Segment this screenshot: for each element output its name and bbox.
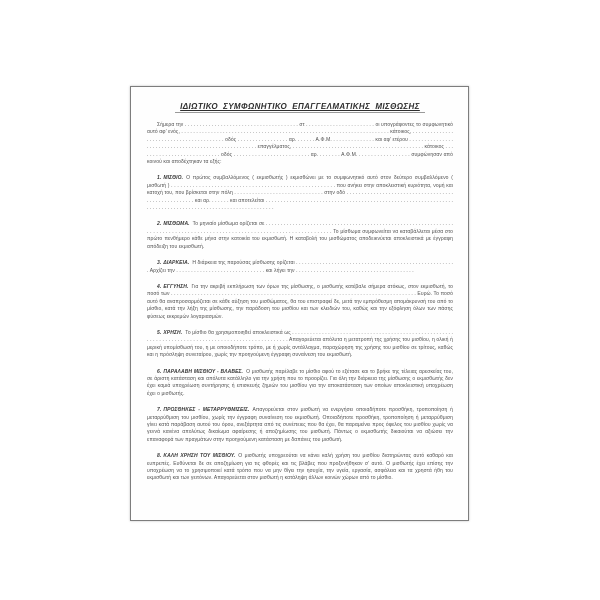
section-heading: ΜΙΣΘΙΟ. [163, 175, 184, 182]
section-text: Η διάρκεια της παρούσας μίσθωσης ορίζεται . . . . . . . . . . . . . . . . . . . . . . . . . . . . . . . . . . . . . . . . . . . . . . . . . . . . . . Αρχίζει την . . . . . . . . . . . . . . . . . . . . . . . . . . . . . . και λήγει την . . . . . . . . . . . . . . . . . . . . . . . . . . . . . . . . . . . . . . . . [147, 260, 453, 274]
section-3-diarkeia [147, 260, 453, 275]
section-4-eggyisi [147, 284, 453, 321]
section-heading: ΔΙΑΡΚΕΙΑ. [163, 260, 190, 267]
section-text: Το μηνιαίο μίσθωμα ορίζεται σε . . . . . . . . . . . . . . . . . . . . . . . . . . . . . . . . . . . . . . . . . . . . . . . . . . . . . . . . . . . . . . . . . . . . . . . . . . . . . . . . . . . . . . . . . . . . . . . . . . . . . . . . . . . . . . . . . . . . . . . . . . Το μίσθωμα συμφωνείται να καταβάλλεται μέσα στο πρώτο πενθήμερο κάθε μήνα στην κατοικία του εκμισθωτή. Η καταβολή του μισθώματος αποδεικνύεται αποκλειστικά με έγγραφη απόδειξη του εκμισθωτή. [147, 221, 453, 250]
section-8-kali-chrisi [147, 453, 453, 483]
section-number: 8. [157, 453, 162, 460]
section-number: 6. [157, 368, 162, 375]
document-page [130, 86, 469, 521]
document-title: ΙΔΙΩΤΙΚΟ ΣΥΜΦΩΝΗΤΙΚΟ ΕΠΑΓΓΕΛΜΑΤΙΚΗΣ ΜΙΣΘΩΣΗΣ [175, 102, 426, 113]
section-number: 1. [157, 175, 162, 182]
section-heading: ΧΡΗΣΗ. [163, 329, 183, 336]
section-text: Ο μισθωτής παρέλαβε το μίσθιο αφού το εξέτασε και το βρήκε της τέλειας αρεσκείας του, σε άριστη κατάσταση και απόλυτα κατάλληλο για την χρήση που το προορίζει. Για όλη την διάρκεια της μίσθωσης ο εκμισθωτής δεν έχει καμιά υποχρέωση συντήρησης ή επισκευής ζημιών του μισθίου για την αποκατάσταση των οποίων αποκλειστική υποχρέωση έχει ο μισθωτής. [147, 368, 453, 397]
section-1-misthio [147, 175, 453, 212]
section-heading: ΕΓΓΥΗΣΗ. [163, 283, 189, 290]
section-number: 7. [157, 407, 162, 414]
section-number: 4. [157, 283, 162, 290]
section-7-prosthikes [147, 407, 453, 444]
section-text: Ο μισθωτής υποχρεούται να κάνει καλή χρήση του μισθίου διατηρώντας αυτό καθαρό και ευπρεπές. Ευθύνεται δε σε αποζημίωση για τις φθορές και τις βλάβες που προξενήθηκαν σ’ αυτό. Ο μισθωτής έχει επίσης την υποχρέωση να το χρησιμοποιεί κατά τρόπο που να μην θίγει την ησυχία, την υγεία, εργασία, ασφάλεια και τα χρηστά ήθη του εκμισθωτή και των γειτόνων. Απαγορεύεται στον μισθωτή η κατάληψη άλλων κοινών χώρων από το μίσθιο. [147, 453, 453, 482]
section-number: 5. [157, 329, 162, 336]
section-2-misthoma [147, 221, 453, 251]
section-text: Ο πρώτος συμβαλλόμενος ( εκμισθωτής ) εκμισθώνει με το συμφωνητικό αυτό στον δεύτερο συμβαλλόμενο ( μισθωτή ) . . . . . . . . . . . . . . . . . . . . . . . . . . . . . . . . . . . . . . . . . . . . . . . . . . . . . που ανήκει στην αποκλειστική κυριότητα, νομή και κατοχή του, που βρίσκεται στην πόλη . . . . . . . . . . . . . . . . . . . . . . . . . . . . . . στην οδό . . . . . . . . . . . . . . . . . . . . . . . . . . . . . . . . . . . . . . . . . . . . . . . . . . . . και αρ. . . . . . . και αποτελείται . . . . . . . . . . . . . . . . . . . . . . . . . . . . . . . . . . . . . . . . . . . . . . . . . . . . . . . . . . . . . . . . . . . . . . . . . . . . . . . . . . . . . . . . . . . . . . . . . . . . . . . . . . [147, 175, 453, 212]
section-number: 3. [157, 260, 162, 267]
section-heading: ΚΑΛΗ ΧΡΗΣΗ ΤΟΥ ΜΙΣΘΙΟΥ. [163, 453, 236, 460]
section-number: 2. [157, 221, 162, 228]
section-text: Το μίσθιο θα χρησιμοποιηθεί αποκλειστικά ως . . . . . . . . . . . . . . . . . . . . . . . . . . . . . . . . . . . . . . . . . . . . . . . . . . . . . . . . . . . . . . . . . . . . . . . . . . . . . . . . . . . . . . . . . . . . . . . . . . . . Απαγορεύεται απόλυτα η μετατροπή της χρήσης του μισθίου, η ολική ή μερική υπομίσθωσή του, η με οποιοδήποτε τρόπο, με ή χωρίς αντάλλαγμα, παραχώρηση της χρήσης του μισθίου σε τρίτους, καθώς και η πρόσληψη συνεταίρου, χωρίς την προηγούμενη έγγραφη συναίνεση του εκμισθωτή. [147, 329, 453, 359]
section-text: Για την ακριβή εκπλήρωση των όρων της μίσθωσης, ο μισθωτής κατέβαλε σήμερα ατόκως, στον εκμισθωτή, το ποσό των . . . . . . . . . . . . . . . . . . . . . . . . . . . . . . . . . . . . . . . . . . . . . . . . . . . . . . . . . . . . . . . . . . . . . . . . . . . . . . . . . . Ευρώ. Το ποσό αυτό θα αναπροσαρμόζεται σε κάθε αύξηση του μισθώματος, θα του επιστραφεί δε, μετά την εμπρόθεσμη απομάκρυνσή του από το μίσθιο, κατά την λήξη της μίσθωσης, την παράδοση του μισθίου και των κλειδιών του, καθώς και την εξόφληση όλων των πάσης φύσεως εκκρεμών λογαριασμών. [147, 283, 453, 320]
section-text: Απαγορεύεται στον μισθωτή να ενεργήσει οποιαδήποτε προσθήκη, τροποποίηση ή μεταρρύθμιση του μισθίου, χωρίς την έγγραφη συναίνεση του εκμισθωτή. Οποιαδήποτε προσθήκη, τροποποίηση ή μεταρρύθμιση γίνει κατά παράβαση αυτού του όρου, ανεξάρτητα από τις συνέπειες που θα έχει, θα παραμείνει προς όφελος του μισθίου χωρίς να γεννά κανένα απολύτως δικαίωμα αφαίρεσης ή αποζημίωσης του μισθωτή. Πάντως ο εκμισθωτής δικαιούται να αξιώσει την επαναφορά των πραγμάτων στην προηγούμενη κατάσταση με δαπάνες του μισθωτή. [147, 407, 453, 443]
section-heading: ΠΡΟΣΘΗΚΕΣ - ΜΕΤΑΡΡΥΘΜΙΣΕΙΣ. [163, 407, 250, 414]
section-heading: ΠΑΡΑΛΑΒΗ ΜΙΣΘΙΟΥ - ΒΛΑΒΕΣ. [163, 368, 244, 375]
section-6-paralavi [147, 369, 453, 399]
intro-paragraph: Σήμερα την . . . . . . . . . . . . . . . . . . . . . . . . . . . . . . . . . . . . . . στ . . . . . . . . . . . . . . . . . . . . . . . οι υπογράφοντες το συμφωνητικό αυτό αφ’ ενός, . . . . . . . . . . . . . . . . . . . . . . . . . . . . . . . . . . . . . . . . . . . . . . . . . . . . . . . . . . . . . . . . . . . . . . κάτοικος, . . . . . . . . . . . . . . . . . . . . . . . . . . . . . . . . . . . . . . . . οδός . . . . . . . . . . . . . . . . . αρ. . . . . . . Α.Φ.Μ. . . . . . . . . . . . . . . και αφ’ ετέρου . . . . . . . . . . . . . . . . . . . . . . . . . . . . . . . . . . . . . . . . . . . . . . . . . . . . επαγγέλματος, . . . . . . . . . . . . . . . . . . . . . . . . . . . . . . . . . . . . . . . . . . . . κάτοικος . . . . . . . . . . . . . . . . . . . . . . . . . . . οδός . . . . . . . . . . . . . . . . . . . . . . . . . αρ. . . . . . . . Α.Φ.Μ. . . . . . . . . . . . . . . . . . συμφώνησαν από κοινού και αποδέχτηκαν τα εξής: [147, 122, 453, 166]
section-5-chrisi [147, 330, 453, 360]
section-heading: ΜΙΣΘΩΜΑ. [163, 221, 190, 228]
